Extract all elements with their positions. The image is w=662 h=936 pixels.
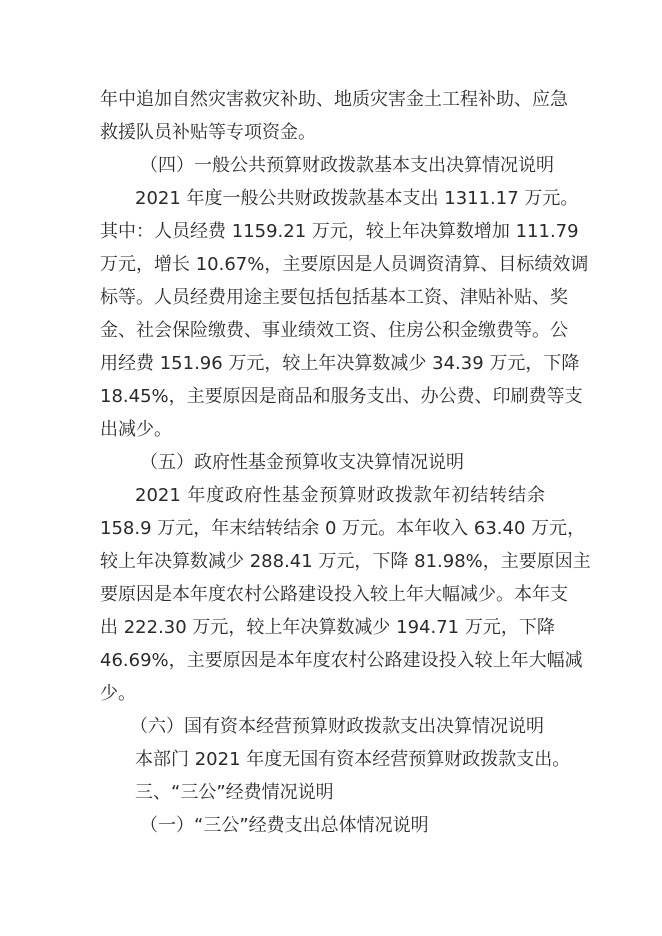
section-heading-3: 三、“三公”经费情况说明 bbox=[135, 782, 334, 803]
body-text-line: 本部门 2021 年度无国有资本经营预算财政拨款支出。 bbox=[135, 749, 571, 770]
section-heading-4: （四）一般公共预算财政拨款基本支出决算情况说明 bbox=[140, 155, 554, 176]
body-text-line: 标等。人员经费用途主要包括包括基本工资、津贴补贴、奖 bbox=[100, 287, 568, 308]
section-heading-6: （六）国有资本经营预算财政拨款支出决算情况说明 bbox=[130, 716, 544, 737]
body-text-line: 2021 年度一般公共财政拨款基本支出 1311.17 万元。 bbox=[135, 188, 579, 209]
body-text-line: 用经费 151.96 万元，较上年决算数减少 34.39 万元，下降 bbox=[100, 353, 580, 374]
body-text-line: 要原因是本年度农村公路建设投入较上年大幅减少。本年支 bbox=[100, 584, 568, 605]
body-text-line: 18.45%，主要原因是商品和服务支出、办公费、印刷费等支 bbox=[100, 386, 583, 407]
body-text-line: 46.69%，主要原因是本年度农村公路建设投入较上年大幅减 bbox=[100, 650, 583, 671]
body-text-line: 金、社会保险缴费、事业绩效工资、住房公积金缴费等。公 bbox=[100, 320, 568, 341]
body-text-line: 万元，增长 10.67%，主要原因是人员调资清算、目标绩效调 bbox=[100, 254, 589, 275]
subsection-heading-1: （一）“三公”经费支出总体情况说明 bbox=[140, 815, 429, 836]
body-text-line: 少。 bbox=[100, 683, 136, 704]
body-text-line: 出减少。 bbox=[100, 419, 172, 440]
body-text-line: 较上年决算数减少 288.41 万元，下降 81.98%，主要原因主 bbox=[100, 551, 591, 572]
body-text-line: 出 222.30 万元，较上年决算数减少 194.71 万元，下降 bbox=[100, 617, 555, 638]
body-text-line: 救援队员补贴等专项资金。 bbox=[100, 122, 316, 143]
body-text-line: 2021 年度政府性基金预算财政拨款年初结转结余 bbox=[135, 485, 545, 506]
body-text-line: 158.9 万元，年末结转结余 0 万元。本年收入 63.40 万元， bbox=[100, 518, 586, 539]
section-heading-5: （五）政府性基金预算收支决算情况说明 bbox=[140, 452, 464, 473]
body-text-line: 其中：人员经费 1159.21 万元，较上年决算数增加 111.79 bbox=[100, 221, 579, 242]
body-text-line: 年中追加自然灾害救灾补助、地质灾害金土工程补助、应急 bbox=[100, 89, 568, 110]
